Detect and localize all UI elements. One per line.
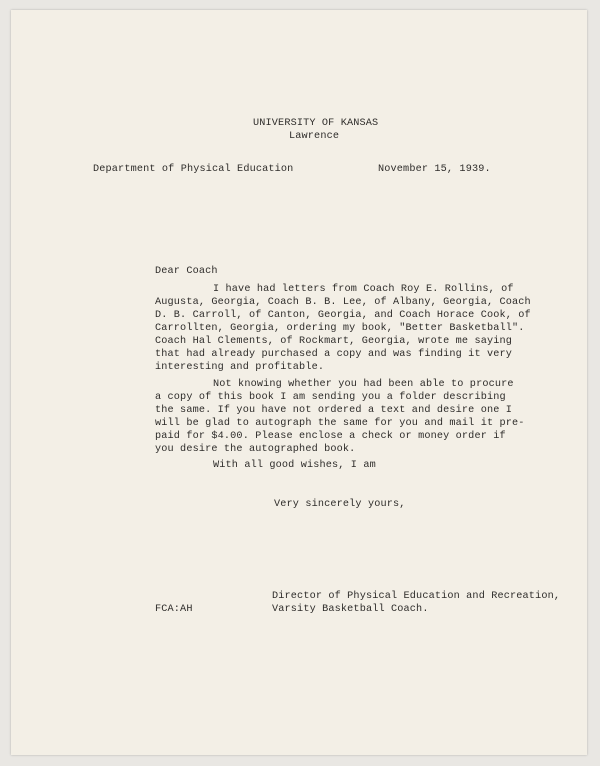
letterhead-city: Lawrence [289,131,340,142]
signature-title-line-2: Varsity Basketball Coach. [272,604,429,615]
paragraph-line: that had already purchased a copy and was finding it very [155,349,513,360]
paragraph-line: Coach Hal Clements, of Rockmart, Georgia, wrote me saying [155,336,513,347]
paragraph-line: will be glad to autograph the same for you and mail it pre- [155,418,525,429]
paragraph-line: a copy of this book I am sending you a folder describing [155,392,506,403]
paragraph-line: Not knowing whether you had been able to procure [213,379,514,390]
body-paragraph-2 [155,378,525,456]
paragraph-line: Carrollten, Georgia, ordering my book, "Better Basketball". [155,323,525,334]
letter-date: November 15, 1939. [378,164,491,175]
letter-page [11,10,587,755]
reference-initials: FCA:AH [155,604,193,615]
body-paragraph-1 [155,283,531,374]
signature-title-line-1: Director of Physical Education and Recreation, [272,591,561,602]
paragraph-line: interesting and profitable. [155,362,325,373]
valediction: Very sincerely yours, [274,499,406,510]
salutation: Dear Coach [155,266,218,277]
paragraph-line: I have had letters from Coach Roy E. Rollins, of [213,284,514,295]
department-line: Department of Physical Education [93,164,294,175]
letterhead-institution: UNIVERSITY OF KANSAS [253,118,379,129]
paragraph-line: the same. If you have not ordered a text and desire one I [155,405,513,416]
paragraph-line: you desire the autographed book. [155,444,356,455]
paragraph-line: Augusta, Georgia, Coach B. B. Lee, of Albany, Georgia, Coach [155,297,531,308]
paragraph-line: D. B. Carroll, of Canton, Georgia, and Coach Horace Cook, of [155,310,531,321]
closing-line: With all good wishes, I am [213,460,376,471]
paragraph-line: paid for $4.00. Please enclose a check or money order if [155,431,506,442]
